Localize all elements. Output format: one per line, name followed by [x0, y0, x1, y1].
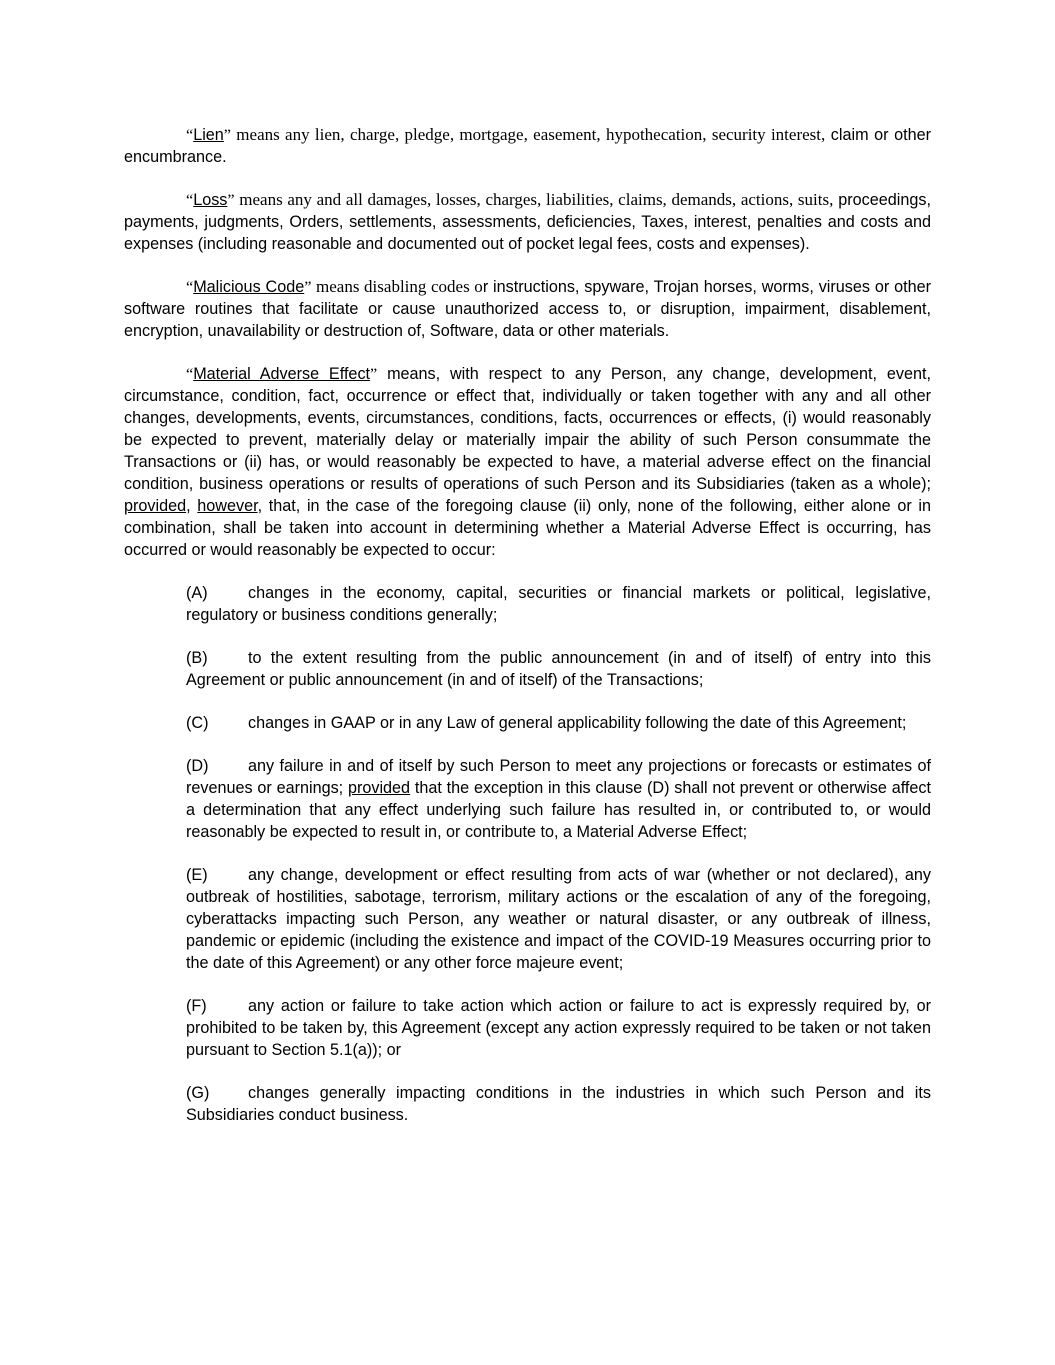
clause-f	[186, 995, 931, 1061]
clause-label: (B)	[186, 649, 208, 667]
clause-g	[186, 1082, 931, 1126]
term-lien: Lien	[193, 126, 224, 144]
open-quote: “	[186, 365, 194, 383]
comma: ,	[186, 497, 198, 515]
definition-malicious-code-text-serif: means disabling codes o	[311, 277, 483, 296]
definition-loss-text: proceedings, payments, judgments, Orders, settlements, assessments, deficiencies, Taxes, interest, penalties and costs and expenses (including reasonable and documented out of pocket legal fees, costs and expenses).	[124, 191, 931, 253]
exception-clauses	[186, 582, 931, 1126]
definition-loss	[124, 189, 931, 255]
definition-malicious-code-text: r instructions, spyware, Trojan horses, worms, viruses or other software routines that facilitate or cause unauthorized access to, or disruption, impairment, disablement, encryption, unavailability or destruction of, Software, data or other materials.	[124, 278, 931, 340]
open-quote: “	[186, 191, 194, 209]
definition-malicious-code	[124, 276, 931, 342]
clause-text-2: that the exception in this clause (D) shall not prevent or otherwise affect a determination that any effect underlying such failure has resulted in, or contributed to, or would reasonably be expected to result in, or contribute to, a Material Adverse Effect;	[186, 779, 931, 841]
clause-e	[186, 864, 931, 974]
clause-label: (E)	[186, 866, 208, 884]
close-quote: ”	[370, 365, 378, 383]
clause-label: (A)	[186, 584, 208, 602]
clause-label: (D)	[186, 757, 209, 775]
definition-material-adverse-effect	[124, 363, 931, 561]
open-quote: “	[186, 126, 194, 144]
provided-term: provided	[347, 779, 411, 797]
clause-text: changes generally impacting conditions in the industries in which such Person and its Subsidiaries conduct business.	[186, 1084, 931, 1124]
clause-label: (F)	[186, 997, 207, 1015]
clause-text: to the extent resulting from the public announcement (in and of itself) of entry into this Agreement or public announcement (in and of itself) of the Transactions;	[186, 649, 931, 689]
clause-text: any change, development or effect resulting from acts of war (whether or not declared), any outbreak of hostilities, sabotage, terrorism, military actions or the escalation of any of the foregoing, cyberattacks impacting such Person, any weather or natural disaster, or any outbreak of illness, pandemic or epidemic (including the existence and impact of the COVID-19 Measures occurring prior to the date of this Agreement) or any other force majeure event;	[186, 866, 931, 972]
close-quote: ”	[223, 126, 231, 144]
clause-b	[186, 647, 931, 691]
term-malicious-code: Malicious Code	[193, 278, 305, 296]
document-body	[124, 124, 931, 1147]
clause-d	[186, 755, 931, 843]
term-material-adverse-effect: Material Adverse Effect	[193, 365, 371, 383]
definition-loss-text-serif: means any and all damages, losses, charges, liabilities, claims, demands, actions, suits,	[234, 190, 834, 209]
definition-mae-text-1: means, with respect to any Person, any change, development, event, circumstance, condition, fact, occurrence or effect that, individually or taken together with any and all other changes, developments, events, circumstances, conditions, facts, occurrences or effects, (i) would reasonably be expected to prevent, materially delay or materially impair the ability of such Person consummate the Transactions or (ii) has, or would reasonably be expected to have, a material adverse effect on the financial condition, business operations or results of operations of such Person and its Subsidiaries (taken as a whole);	[124, 365, 931, 493]
clause-label: (G)	[186, 1084, 210, 1102]
close-quote: ”	[304, 278, 312, 296]
provided-term: provided	[124, 497, 187, 515]
open-quote: “	[186, 278, 194, 296]
close-quote: ”	[227, 191, 235, 209]
definition-mae-text-2: , that, in the case of the foregoing clause (ii) only, none of the following, either alone or in combination, shall be taken into account in determining whether a Material Adverse Effect is occurring, has occurred or would reasonably be expected to occur:	[124, 497, 931, 559]
clause-label: (C)	[186, 714, 209, 732]
clause-a	[186, 582, 931, 626]
clause-text: changes in the economy, capital, securities or financial markets or political, legislative, regulatory or business conditions generally;	[186, 584, 931, 624]
definition-lien	[124, 124, 931, 168]
clause-text: any action or failure to take action which action or failure to act is expressly required by, or prohibited to be taken by, this Agreement (except any action expressly required to be taken or not taken pursuant to Section 5.1(a)); or	[186, 997, 931, 1059]
clause-text: changes in GAAP or in any Law of general applicability following the date of this Agreement;	[248, 714, 907, 732]
clause-c	[186, 712, 931, 734]
definition-lien-text-serif: means any lien, charge, pledge, mortgage, easement, hypothecation, security interest,	[230, 125, 826, 144]
term-loss: Loss	[193, 191, 228, 209]
definition-lien-text: claim or other encumbrance.	[124, 126, 931, 166]
however-term: however	[197, 497, 258, 515]
clause-text-1: any failure in and of itself by such Person to meet any projections or forecasts or estimates of revenues or earnings;	[186, 757, 931, 797]
